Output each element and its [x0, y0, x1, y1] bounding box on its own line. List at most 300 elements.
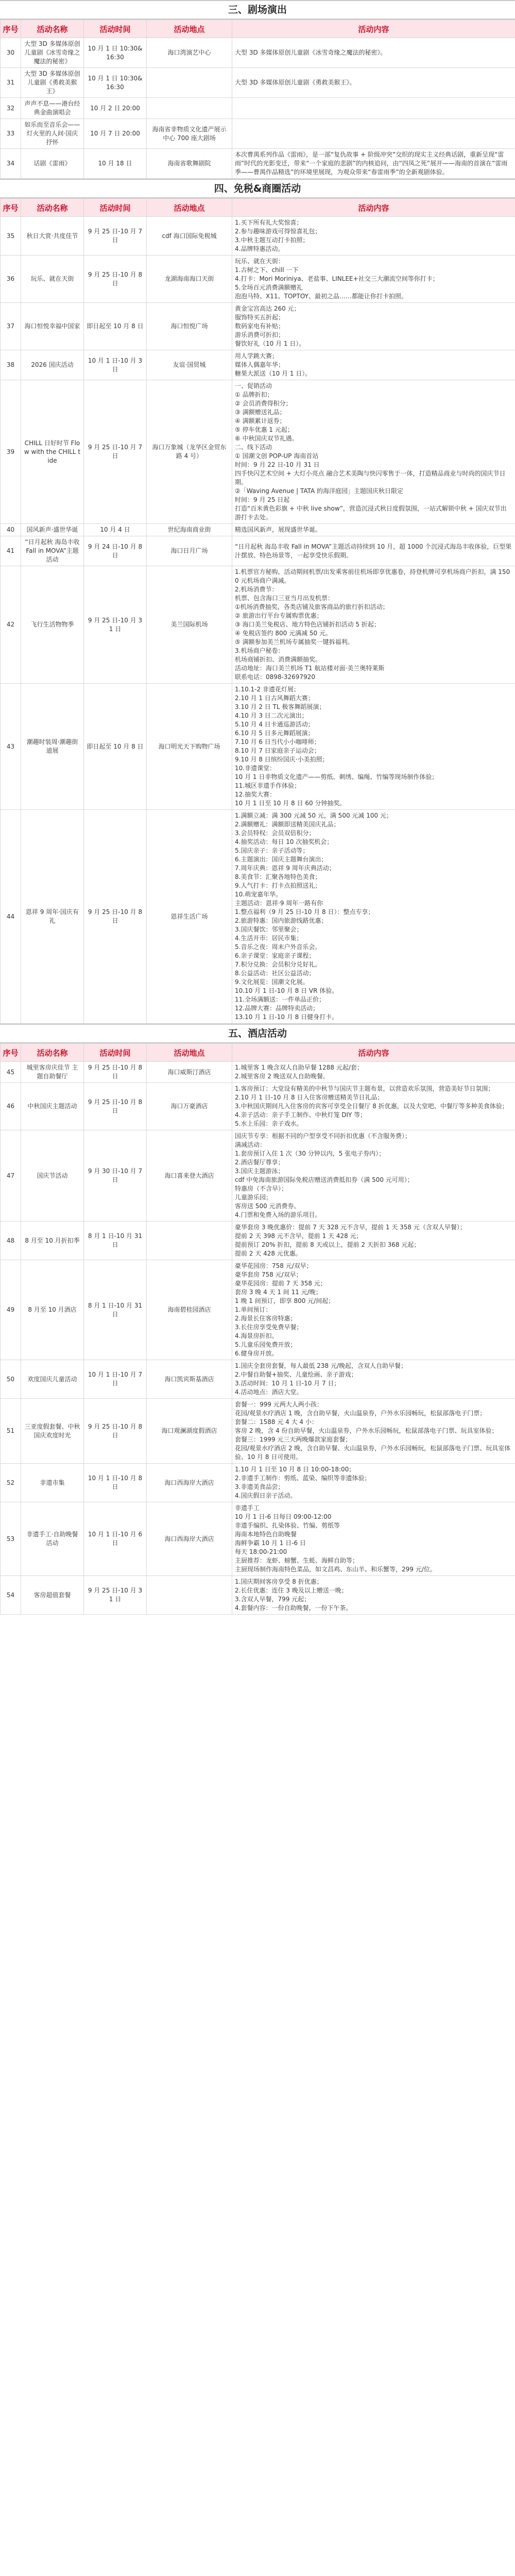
index-cell: 42: [1, 566, 21, 684]
content-line: 客房 2 晚，含 4 份自助早餐，火山温泉券，户外水乐园畅玩，松鼠部落电子门票、玩具室体验；: [235, 1427, 498, 1434]
table-row: [1, 1360, 515, 1399]
content-line: 2.城里客房 2 晚送双人自助晚餐。: [235, 1073, 329, 1080]
content-line: ①机场消费抽奖，各类店铺及旅客商品的旅行折扣活动；: [235, 603, 389, 611]
activity-content-cell: [232, 684, 515, 810]
content-line: 套餐一：999 元两大人两小孩：: [235, 1401, 323, 1408]
content-line: 提前 2 天 398 元不含早，提前 1 天 428 元；: [235, 1232, 363, 1240]
content-line: 4.海景房折扣。: [235, 1332, 278, 1340]
header-no: 序号: [1, 1044, 21, 1062]
content-line: 活动地址：海口美兰机场 T1 航站楼对面·美兰奥特莱斯: [235, 665, 385, 672]
content-line: 机票、包含海口三亚当月出发机票：: [235, 595, 334, 602]
activity-content-cell: [232, 119, 515, 149]
content-line: ③ 海口美兰免税店、地方特色店铺折扣活动 5 折起；: [235, 621, 380, 628]
activity-content-cell: [232, 350, 515, 380]
activity-location-cell: 海口凯宾斯基酒店: [147, 1360, 232, 1399]
content-line: 儿童游乐园；: [235, 1194, 272, 1201]
content-line: 4.生活开市：居民市集；: [235, 935, 303, 942]
table-row: [1, 350, 515, 380]
activity-name-cell: CHILL 日好时节 Flow with the CHILL tide: [21, 380, 84, 524]
activity-location-cell: [147, 98, 232, 119]
content-line: ②「Waving Avenue | TATA 的海洋庭园」主题国庆秋日限定: [235, 487, 404, 495]
content-line: 大型 3D 多媒体原创儿童剧《冰雪奇缘之魔法的秘密》。: [235, 49, 387, 56]
activity-name-cell: 恩祥 9 周年·国庆有礼: [21, 810, 84, 1024]
table-row: [1, 380, 515, 524]
content-line: 9.10 月 8 日缤纷国庆·小美拍照；: [235, 756, 329, 763]
activity-content-cell: [232, 524, 515, 536]
content-line: ② 会员消费得积分；: [235, 400, 292, 407]
activity-name-cell: 如乐而至音乐会——灯火里的人间·国庆抒怀: [21, 119, 84, 149]
index-cell: 53: [1, 1502, 21, 1576]
index-cell: 49: [1, 1260, 21, 1360]
activity-time-cell: 10 月 1 日-10 月 6 日: [84, 1502, 147, 1576]
content-line: 豪华套房 3 晚优惠价：提前 7 天 328 元不含早，提前 1 天 358 元（含双人早餐）；: [235, 1224, 466, 1231]
index-cell: 33: [1, 119, 21, 149]
header-no: 序号: [1, 20, 21, 38]
header-time: 活动时间: [84, 1044, 147, 1062]
table-row: [1, 810, 515, 1024]
content-line: 联系电话：0898-32697920: [235, 673, 315, 681]
activity-name-cell: 玩乐、就在天街: [21, 256, 84, 303]
content-line: 游乐消费可折扣；: [235, 331, 285, 338]
table-row: [1, 1083, 515, 1130]
content-line: 客房送 500 元消费券。: [235, 1202, 300, 1210]
activity-location-cell: 海口喜来登大酒店: [147, 1130, 232, 1222]
activity-time-cell: 9 月 25 日-10 月 31 日: [84, 566, 147, 684]
index-cell: 52: [1, 1464, 21, 1502]
activity-content-cell: [232, 149, 515, 179]
index-cell: 39: [1, 380, 21, 524]
content-line: 12.品牌大赛：品牌特卖活动；: [235, 1005, 319, 1012]
activity-time-cell: 9 月 25 日-10 月 7 日: [84, 217, 147, 256]
activity-location-cell: 海口威斯汀酒店: [147, 1062, 232, 1083]
section-title: 四、免税&商圈活动: [0, 179, 515, 198]
table-row: [1, 1130, 515, 1222]
content-line: 1.10 月 1 日至 10 月 8 日 10:00-18:00；: [235, 1466, 355, 1473]
activity-time-cell: 9 月 24 日-10 月 8 日: [84, 536, 147, 566]
table-row: [1, 119, 515, 149]
table-row: [1, 1399, 515, 1464]
content-line: ④ 免税店签约 800 元满减 50 元。: [235, 630, 332, 637]
content-line: 7.10 月 6 日当代小小咖啡师；: [235, 738, 320, 745]
content-line: 5.儿童乐园免费开放；: [235, 1341, 297, 1348]
content-line: 提前 2 天 428 元优惠。: [235, 1250, 302, 1257]
content-line: 4.亲子活动：亲子手工制作、中秋灯笼 DIY 等；: [235, 1111, 367, 1118]
activity-location-cell: [147, 1576, 232, 1615]
header-loc: 活动地点: [147, 20, 232, 38]
table-row: [1, 1222, 515, 1260]
index-cell: 45: [1, 1062, 21, 1083]
content-line: 一、促销活动: [235, 382, 272, 389]
content-line: 6.主题演出：国庆主题舞台演出；: [235, 856, 328, 863]
content-line: 2.长住优惠：连住 3 晚及以上赠送一晚；: [235, 1587, 348, 1594]
content-line: ③ 满额赠送礼品；: [235, 409, 286, 416]
content-line: 10.非遗课堂：: [235, 765, 276, 772]
content-line: 10.萌宠嘉年华。: [235, 891, 282, 898]
content-line: ① 品牌折扣；: [235, 391, 273, 398]
content-line: 1.整点福利（9 月 25 日-10 月 8 日）：整点专享；: [235, 908, 374, 916]
content-line: 机场商铺折扣、消费满额抽奖。: [235, 656, 322, 663]
content-line: 主题活动：恩祥·9 周年一路有你: [235, 900, 323, 907]
content-line: 海鲜争霸 10 月 1 日-6 日: [235, 1539, 306, 1547]
content-line: 套餐三：1999 元三天两晚爆款家庭套餐；: [235, 1436, 352, 1443]
content-line: 6.10 月 5 日多元舞蹈展演；: [235, 730, 314, 737]
index-cell: 54: [1, 1576, 21, 1615]
activity-time-cell: 10 月 2 日 20:00: [84, 98, 147, 119]
content-line: 1.机票官方秘购，活动期间机票/出发乘客前往机场即享优惠卷，持登机牌可享机场商户折扣，满 1500 元机场商户满减。: [235, 568, 510, 584]
content-line: 4.品牌特惠活动。: [235, 245, 284, 252]
section-table: [0, 20, 515, 179]
content-line: 3.中秋国庆期间凡入住客房的宾客可享受全日餐厅 8 折优惠，以及大堂吧、中餐厅等多种美食体验；: [235, 1103, 508, 1110]
activity-name-cell: 中秋国庆主题活动: [21, 1083, 84, 1130]
content-line: 精选国风新声，展现盛世华诞。: [235, 526, 322, 533]
header-content: 活动内容: [232, 20, 515, 38]
content-line: 1.单间预订：: [235, 1306, 272, 1313]
content-line: ⑥ 中秋国庆双节礼遇。: [235, 435, 298, 442]
activity-location-cell: 美兰国际机场: [147, 566, 232, 684]
activity-content-cell: [232, 566, 515, 684]
activity-location-cell: 海口恒悦广场: [147, 303, 232, 350]
table-row: [1, 68, 515, 98]
activity-content-cell: [232, 1360, 515, 1399]
index-cell: 30: [1, 38, 21, 68]
content-line: 10 月 1 日-6 日每日 09:00-12:00: [235, 1513, 332, 1520]
section-table: [0, 198, 515, 1024]
activity-name-cell: 8 月至 10 月折扣季: [21, 1222, 84, 1260]
content-line: 豪华套房 758 元/双早；: [235, 1271, 302, 1278]
table-row: [1, 217, 515, 256]
activity-content-cell: [232, 1464, 515, 1502]
activity-content-cell: [232, 1222, 515, 1260]
activity-location-cell: 友谊·国贸城: [147, 350, 232, 380]
header-content: 活动内容: [232, 199, 515, 217]
activity-time-cell: 10 月 4 日: [84, 524, 147, 536]
content-line: 4.抽奖活动：每日 10 次抽奖机会；: [235, 838, 333, 845]
content-line: 2.酒店餐厅尊享；: [235, 1159, 284, 1166]
activity-content-cell: [232, 68, 515, 98]
activity-location-cell: cdf 海口国际免税城: [147, 217, 232, 256]
activity-time-cell: 10 月 1 日-10 月 3 日: [84, 350, 147, 380]
activity-time-cell: 10 月 1 日-10 月 7 日: [84, 1360, 147, 1399]
activity-time-cell: 10 月 7 日 20:00: [84, 119, 147, 149]
header-row: [1, 1044, 515, 1062]
content-line: 数码家电有补贴；: [235, 323, 285, 330]
content-line: 四手快闪艺术空间 + 大灯小亮点 融合艺术美陶与快闪零售于一体，打造精品商业与时尚的国庆节日期。: [235, 470, 506, 486]
content-line: 4.活动地点：酒店大堂。: [235, 1388, 303, 1396]
activity-content-cell: [232, 1083, 515, 1130]
index-cell: 51: [1, 1399, 21, 1464]
table-row: [1, 98, 515, 119]
header-time: 活动时间: [84, 199, 147, 217]
activity-name-cell: 8 月至 10 月酒店: [21, 1260, 84, 1360]
header-loc: 活动地点: [147, 1044, 232, 1062]
activity-location-cell: 海南碧桂园酒店: [147, 1260, 232, 1360]
index-cell: 34: [1, 149, 21, 179]
table-row: [1, 566, 515, 684]
content-line: 豪华花园房：758 元/双早；: [235, 1262, 313, 1269]
activity-name-cell: “日月起秋 海岛丰收 Fall in MOVA”主题活动: [21, 536, 84, 566]
activity-location-cell: 海口西海岸大酒店: [147, 1464, 232, 1502]
content-line: 2.旅游特惠：国内旅游线路优惠；: [235, 917, 328, 924]
content-line: 4.10 月 3 日二次元演出；: [235, 712, 308, 719]
content-line: 花园/观景水疗酒店 2 晚，含自助早餐、火山温泉券，户外水乐园畅玩，松鼠部落电子门票、玩具室体验、10 月 8 日可使用。: [235, 1445, 511, 1461]
content-line: 1.城里客 1 晚含双人自助早餐 1288 元起/套；: [235, 1064, 363, 1071]
table-row: [1, 1502, 515, 1576]
header-no: 序号: [1, 199, 21, 217]
content-line: 2.10 月 1 日古风舞蹈大赛；: [235, 694, 314, 702]
content-line: 9.文化展览：国潮文化展。: [235, 978, 309, 986]
activity-name-cell: 非遗手工·自助晚餐活动: [21, 1502, 84, 1576]
content-line: 提前预订 20% 折扣，提前 8 天或以上，提前 2 天折扣 368 元起；: [235, 1241, 420, 1248]
content-line: 服饰特买五折起；: [235, 314, 285, 321]
index-cell: 48: [1, 1222, 21, 1260]
index-cell: 35: [1, 217, 21, 256]
activity-time-cell: 即日起至 10 月 8 日: [84, 684, 147, 810]
activity-time-cell: 8 月 1 日-10 月 31 日: [84, 1260, 147, 1360]
content-line: 5.10 月 4 日卡通巡游活动；: [235, 721, 314, 728]
table-row: [1, 1062, 515, 1083]
content-line: 黄金宝宫高达 260 元；: [235, 305, 300, 312]
index-cell: 44: [1, 810, 21, 1024]
content-line: 4.套餐内容：一份自助晚餐，一份下午茶。: [235, 1604, 352, 1612]
content-line: 豪华花园房：提前 7 天 358 元；: [235, 1280, 327, 1287]
content-line: ⑤ 停车优惠 1 元起；: [235, 426, 294, 433]
activity-content-cell: [232, 217, 515, 256]
content-line: 1.古树之下、chill 一下: [235, 266, 299, 274]
content-line: 2.10 月 1 日-10 月 8 日入住客房赠送精美节日礼品；: [235, 1094, 384, 1101]
activity-location-cell: 龙湖海南海口天街: [147, 256, 232, 303]
content-line: 3.国庆餐饮：邻里聚会；: [235, 926, 303, 933]
activity-time-cell: 10 月 1 日 10:30&16:30: [84, 68, 147, 98]
content-line: 13.10 月 1 日-10 月 8 日健身打卡。: [235, 1013, 338, 1021]
index-cell: 50: [1, 1360, 21, 1399]
content-line: 10 月 1 日至 10 月 8 日 60 分钟抽奖。: [235, 800, 346, 807]
content-line: 10 月 1 日非物质文化遗产——剪纸、刺绣、编绳、竹编等现场制作体验；: [235, 773, 438, 781]
content-line: 媒体人偶嘉年华；: [235, 361, 285, 368]
activity-name-cell: 城里客房庆佳节 主题自助餐厅: [21, 1062, 84, 1083]
content-line: 3.长住房享受免费早餐；: [235, 1324, 303, 1331]
content-line: 1.10.1-2 非遗花灯展；: [235, 686, 300, 693]
content-line: 9.人气打卡：打卡点拍照送礼；: [235, 882, 321, 889]
activity-location-cell: 海口湾演艺中心: [147, 38, 232, 68]
content-line: 套餐二：1588 元 4 大 4 小：: [235, 1418, 318, 1426]
table-row: [1, 149, 515, 179]
content-line: 非遗手工: [235, 1504, 260, 1512]
activity-name-cell: 大型 3D 多媒体原创儿童剧《冰雪奇缘之魔法的秘密》: [21, 38, 84, 68]
content-line: 餐饮好礼（10 月 1 日）。: [235, 340, 305, 347]
header-name: 活动名称: [21, 1044, 84, 1062]
content-line: 本次曹禺系列作品《雷雨》，是一部“复仇故事 + 阶级冲突”交织的现实主义经典话剧，重新呈现“雷雨”时代的光影变迁，带来“一个家庭的悲剧”的内核追问，由“四凤之死”展开——海南的首演在“雷雨季——曹禺作品精选”的环境里展现，为观众带来“春雷雨季”的全新观剧体验。: [235, 151, 508, 176]
content-line: 6.亲子课堂：家庭亲子课程；: [235, 952, 315, 959]
activity-time-cell: 10 月 1 日-10 月 8 日: [84, 1464, 147, 1502]
activity-name-cell: 话剧《雷雨》: [21, 149, 84, 179]
activity-content-cell: [232, 98, 515, 119]
activity-location-cell: 海口观澜湖度假酒店: [147, 1399, 232, 1464]
content-line: 3.机场商户秘卷：: [235, 647, 284, 654]
content-line: 花园/观景水疗酒店 1 晚，含自助早餐，火山温泉券，户外水乐园畅玩，松鼠部落电子门票；: [235, 1410, 486, 1417]
content-line: cdf 中免海南旅游国际免税店赠送消费抵扣券（满 500 元可用）；: [235, 1176, 414, 1183]
activity-time-cell: 8 月 1 日-10 月 31 日: [84, 1222, 147, 1260]
header-name: 活动名称: [21, 20, 84, 38]
activity-content-cell: [232, 1502, 515, 1576]
header-time: 活动时间: [84, 20, 147, 38]
index-cell: 31: [1, 68, 21, 98]
content-line: 非遗手编织、扎染体验、竹编、剪纸等: [235, 1522, 340, 1529]
activity-location-cell: 海口万象城（龙华区金贸东路 4 号）: [147, 380, 232, 524]
table-row: [1, 38, 515, 68]
content-line: 3.中秋主题互动打卡拍照；: [235, 236, 309, 244]
content-line: 国庆节专享：根据不同的户型享受不同折扣优惠（不含服务费）；: [235, 1132, 411, 1140]
content-line: 4.国庆假日亲子活动。: [235, 1492, 297, 1499]
content-line: 8.10 月 7 日家庭亲子运动会；: [235, 747, 320, 754]
activity-time-cell: 即日起至 10 月 8 日: [84, 303, 147, 350]
index-cell: 41: [1, 536, 21, 566]
activity-location-cell: [147, 1222, 232, 1260]
activity-location-cell: 恩祥生活广场: [147, 810, 232, 1024]
activity-content-cell: [232, 1062, 515, 1083]
activity-name-cell: 国庆节活动: [21, 1130, 84, 1222]
activity-content-cell: [232, 1576, 515, 1615]
content-line: 泡泡马特、X11、TOPTOY、最初之品……都能让你打卡拍照。: [235, 293, 407, 300]
header-row: [1, 199, 515, 217]
content-line: 2.参与趣味游戏可得惊喜礼包；: [235, 228, 321, 235]
content-line: 3.非遗美食品尝；: [235, 1483, 284, 1490]
activity-content-cell: [232, 536, 515, 566]
content-line: 3.含双人早餐，799 元起；: [235, 1596, 311, 1603]
content-line: 8.公益活动：社区公益活动；: [235, 970, 315, 977]
content-line: 12.抽奖大赛：: [235, 791, 276, 798]
table-row: [1, 303, 515, 350]
activity-location-cell: 海口万豪酒店: [147, 1083, 232, 1130]
content-line: 1.客房预订：大堂设有精美的中秋节与国庆节主题布景，以营造欢乐氛围，营造美好节日氛围；: [235, 1085, 494, 1092]
activity-location-cell: [147, 68, 232, 98]
content-line: 打造“百米黄色彩旗 + 中秋 live show”，营造沉浸式秋日度假氛围，一站式解锁中秋 + 国庆双节出游打卡去处。: [235, 505, 507, 521]
content-line: 8.美食节：汇聚各地特色美食；: [235, 873, 321, 880]
activity-location-cell: 世纪海南商业街: [147, 524, 232, 536]
index-cell: 46: [1, 1083, 21, 1130]
activity-content-cell: [232, 810, 515, 1024]
content-line: 5.全场百元消费满额赠礼: [235, 284, 303, 291]
activity-time-cell: 9 月 30 日-10 月 7 日: [84, 1130, 147, 1222]
activity-name-cell: 海口恒悦幸福中国家: [21, 303, 84, 350]
content-line: 二、线下活动: [235, 444, 272, 451]
content-line: 3.会员特权：会员双倍积分；: [235, 829, 315, 837]
content-line: 2.满额赠礼：满额即送精美国庆礼品；: [235, 821, 340, 828]
activity-time-cell: 9 月 25 日-10 月 8 日: [84, 810, 147, 1024]
content-line: 玩乐、就在天街：: [235, 258, 285, 265]
index-cell: 38: [1, 350, 21, 380]
activity-content-cell: [232, 256, 515, 303]
activity-time-cell: 10 月 1 日 10:30&16:30: [84, 38, 147, 68]
table-row: [1, 684, 515, 810]
content-line: 2.中餐自助餐+抽奖、儿童绘画、亲子游戏；: [235, 1371, 357, 1378]
content-line: 3.活动时间：10 月 1 日-10 月 7 日；: [235, 1380, 340, 1387]
activity-content-cell: [232, 303, 515, 350]
header-row: [1, 20, 515, 38]
content-line: 6.健身房开放。: [235, 1350, 278, 1357]
content-line: 1 晚 1 间预订，即享 800 元/间起；: [235, 1297, 335, 1304]
content-line: ⑤ 满额参加美兰机场专属抽奖一键拆福利。: [235, 638, 354, 646]
index-cell: 40: [1, 524, 21, 536]
content-line: 2.机场消费节：: [235, 586, 278, 593]
content-line: 1.国庆期间客房享受 8 折优惠；: [235, 1578, 323, 1585]
content-line: 海南本地特色自助晚餐: [235, 1531, 297, 1538]
content-line: “日月起秋 海岛丰收 Fall in MOVA”主题活动持续到 10 月，超 1000 个沉浸式海岛丰收体验，巨型果汁摆放、特色场景等，一起享受快乐假期。: [235, 543, 512, 559]
content-line: 1.国庆全套房套餐，每人最低 238 元/晚起，含双人自助早餐；: [235, 1362, 407, 1369]
content-line: 主厨现场制作海南特色菜品，如文昌鸡、东山羊、和乐蟹等，299 元/位。: [235, 1566, 436, 1573]
index-cell: 37: [1, 303, 21, 350]
content-line: 11.全场满额送：一件单品正价；: [235, 996, 325, 1003]
content-line: 每天 18:00-21:00: [235, 1548, 287, 1555]
content-line: 用人学跳大赛；: [235, 352, 279, 360]
content-line: 2.海景长住客房特惠；: [235, 1315, 297, 1322]
activity-location-cell: 海口明光天下购物广场: [147, 684, 232, 810]
content-line: 时间：9 月 25 日起: [235, 496, 290, 503]
activity-name-cell: 欢度国庆儿童活动: [21, 1360, 84, 1399]
content-line: 套房 3 晚 4 天 1 间 11 元/晚；: [235, 1289, 322, 1296]
activity-content-cell: [232, 1260, 515, 1360]
index-cell: 43: [1, 684, 21, 810]
activity-location-cell: 海口日月广场: [147, 536, 232, 566]
activity-name-cell: 国风新声·盛世华诞: [21, 524, 84, 536]
activity-location-cell: 海南省非物质文化遗产展示中心 700 座大剧场: [147, 119, 232, 149]
content-line: 5.国庆亲子：亲子活动等；: [235, 847, 309, 854]
activity-time-cell: 9 月 25 日-10 月 8 日: [84, 256, 147, 303]
table-row: [1, 1464, 515, 1502]
activity-time-cell: 9 月 25 日-10 月 8 日: [84, 1399, 147, 1464]
activity-location-cell: 海南省歌舞剧院: [147, 149, 232, 179]
content-line: ④ 满额累计返券；: [235, 417, 286, 425]
content-line: 主厨推荐：龙虾、螃蟹、生蚝、海鲜自助等；: [235, 1557, 359, 1564]
table-row: [1, 256, 515, 303]
content-line: 5.音乐之夜：周末户外音乐会。: [235, 943, 321, 951]
section-title: 三、剧场演出: [0, 0, 515, 20]
activity-time-cell: 9 月 25 日-10 月 7 日: [84, 380, 147, 524]
activity-time-cell: 9 月 25 日-10 月 31 日: [84, 1576, 147, 1615]
activity-name-cell: 非遗市集: [21, 1464, 84, 1502]
activity-name-cell: 客房超值套餐: [21, 1576, 84, 1615]
activity-content-cell: [232, 38, 515, 68]
activity-content-cell: [232, 380, 515, 524]
activity-content-cell: [232, 1399, 515, 1464]
index-cell: 32: [1, 98, 21, 119]
activity-location-cell: 海口西海岸大酒店: [147, 1502, 232, 1576]
content-line: 5.水上乐园：亲子戏水。: [235, 1120, 303, 1127]
content-line: 2.非遗手工制作：剪纸、蓝染、编织等非遗体验；: [235, 1475, 371, 1482]
table-row: [1, 524, 515, 536]
index-cell: 47: [1, 1130, 21, 1222]
activity-time-cell: 9 月 25 日-10 月 8 日: [84, 1062, 147, 1083]
activity-time-cell: 9 月 25 日-10 月 8 日: [84, 1083, 147, 1130]
content-line: 3.国庆主题游泳；: [235, 1167, 284, 1175]
activity-name-cell: 声声不息——港台经典金曲演唱会: [21, 98, 84, 119]
activity-name-cell: 大型 3D 多媒体原创儿童剧《勇救美猴王》: [21, 68, 84, 98]
index-cell: 36: [1, 256, 21, 303]
content-line: 特惠房（不含早）；: [235, 1185, 288, 1192]
activity-name-cell: 秋日大赏·共度佳节: [21, 217, 84, 256]
activity-name-cell: 潮趣时装周·潮趣街道展: [21, 684, 84, 810]
content-line: ② 旅游出行平台专属购票优惠；: [235, 612, 323, 619]
table-row: [1, 1576, 515, 1615]
activity-name-cell: 飞行生活物物季: [21, 566, 84, 684]
header-loc: 活动地点: [147, 199, 232, 217]
section-title: 五、酒店活动: [0, 1024, 515, 1043]
activity-time-cell: 10 月 18 日: [84, 149, 147, 179]
content-line: 7.周年庆典：恩祥 9 周年庆典活动；: [235, 865, 335, 872]
activity-name-cell: 2026 国庆活动: [21, 350, 84, 380]
header-name: 活动名称: [21, 199, 84, 217]
content-line: 满减活动：: [235, 1141, 266, 1148]
content-line: 4.打卡：Mori Moriniya、老盐事、LINLEE+社交三大潮流空间等你打卡；: [235, 275, 439, 282]
